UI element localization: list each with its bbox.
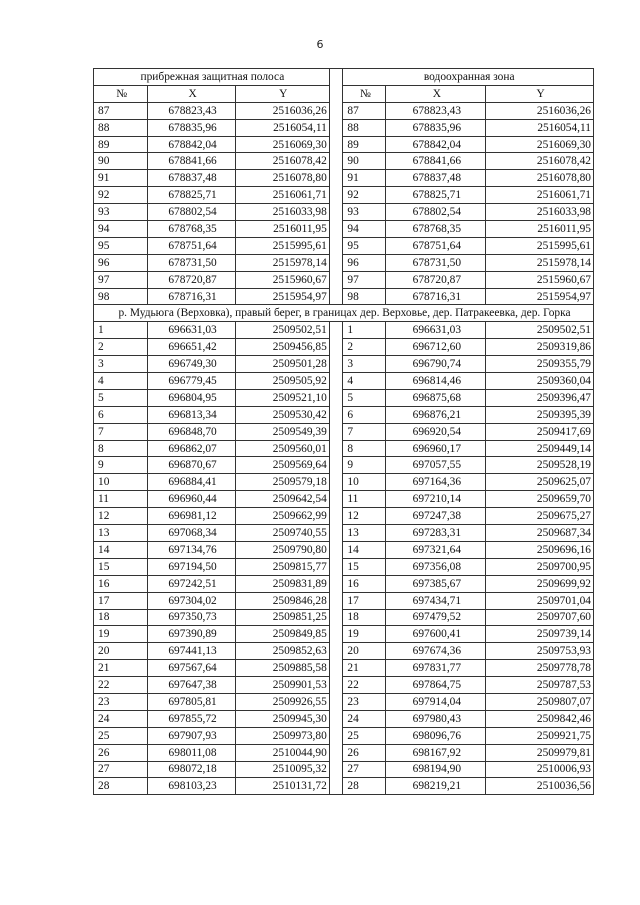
right-point-number: 18 [343, 609, 386, 626]
left-y-value: 2509521,10 [235, 389, 329, 406]
left-x-value: 678768,35 [148, 221, 235, 238]
right-x-value: 697479,52 [386, 609, 486, 626]
left-x-value: 678716,31 [148, 288, 235, 305]
right-y-value: 2516078,42 [486, 153, 594, 170]
left-y-value: 2509846,28 [235, 592, 329, 609]
table-row [94, 339, 594, 356]
right-point-number: 3 [343, 356, 386, 373]
right-y-value: 2516069,30 [486, 136, 594, 153]
right-y-value: 2509753,93 [486, 643, 594, 660]
left-x-value: 696651,42 [148, 339, 235, 356]
table-row [94, 592, 594, 609]
left-x-value: 678720,87 [148, 271, 235, 288]
right-y-value: 2516078,80 [486, 170, 594, 187]
table-row [94, 474, 594, 491]
left-y-value: 2509560,01 [235, 440, 329, 457]
right-x-value: 697980,43 [386, 710, 486, 727]
right-x-value: 678751,64 [386, 237, 486, 254]
table-row [94, 778, 594, 795]
left-col-y-header: Y [235, 85, 329, 102]
table-row [94, 204, 594, 221]
left-col-x-header: X [148, 85, 235, 102]
left-x-value: 696631,03 [148, 322, 235, 339]
table-row [94, 356, 594, 373]
left-point-number: 17 [94, 592, 148, 609]
page-number: 6 [316, 38, 324, 51]
left-x-value: 696848,70 [148, 423, 235, 440]
table-row [94, 660, 594, 677]
right-point-number: 5 [343, 389, 386, 406]
left-point-number: 89 [94, 136, 148, 153]
right-point-number: 13 [343, 525, 386, 542]
left-x-value: 696884,41 [148, 474, 235, 491]
right-y-value: 2516054,11 [486, 119, 594, 136]
right-col-x-header: X [386, 85, 486, 102]
left-point-number: 14 [94, 541, 148, 558]
left-x-value: 697855,72 [148, 710, 235, 727]
left-x-value: 696804,95 [148, 389, 235, 406]
table-row [94, 221, 594, 238]
table-row [94, 440, 594, 457]
left-x-value: 697567,64 [148, 660, 235, 677]
right-point-number: 7 [343, 423, 386, 440]
right-x-value: 697356,08 [386, 558, 486, 575]
left-x-value: 698011,08 [148, 744, 235, 761]
right-x-value: 697385,67 [386, 575, 486, 592]
right-x-value: 696960,17 [386, 440, 486, 457]
left-point-number: 90 [94, 153, 148, 170]
right-point-number: 28 [343, 778, 386, 795]
left-group-header: прибрежная защитная полоса [94, 69, 330, 86]
left-point-number: 28 [94, 778, 148, 795]
left-x-value: 678823,43 [148, 102, 235, 119]
right-y-value: 2509659,70 [486, 491, 594, 508]
table-row [94, 744, 594, 761]
right-x-value: 697831,77 [386, 660, 486, 677]
right-point-number: 9 [343, 457, 386, 474]
left-x-value: 698072,18 [148, 761, 235, 778]
section-title-row [94, 305, 594, 322]
right-point-number: 19 [343, 626, 386, 643]
left-point-number: 94 [94, 221, 148, 238]
left-x-value: 678825,71 [148, 187, 235, 204]
left-y-value: 2509790,80 [235, 541, 329, 558]
left-y-value: 2509549,39 [235, 423, 329, 440]
right-x-value: 698219,21 [386, 778, 486, 795]
right-y-value: 2509807,07 [486, 693, 594, 710]
left-x-value: 697907,93 [148, 727, 235, 744]
right-y-value: 2510006,93 [486, 761, 594, 778]
right-x-value: 696712,60 [386, 339, 486, 356]
left-x-value: 678837,48 [148, 170, 235, 187]
right-point-number: 88 [343, 119, 386, 136]
table-row [94, 288, 594, 305]
right-y-value: 2509979,81 [486, 744, 594, 761]
right-y-value: 2509417,69 [486, 423, 594, 440]
table-row [94, 609, 594, 626]
right-y-value: 2509842,46 [486, 710, 594, 727]
right-y-value: 2509787,53 [486, 677, 594, 694]
right-x-value: 696875,68 [386, 389, 486, 406]
left-point-number: 3 [94, 356, 148, 373]
left-y-value: 2509851,25 [235, 609, 329, 626]
left-x-value: 678841,66 [148, 153, 235, 170]
right-point-number: 25 [343, 727, 386, 744]
left-x-value: 697242,51 [148, 575, 235, 592]
left-point-number: 19 [94, 626, 148, 643]
left-y-value: 2509973,80 [235, 727, 329, 744]
table-row [94, 727, 594, 744]
left-y-value: 2509501,28 [235, 356, 329, 373]
left-y-value: 2509505,92 [235, 373, 329, 390]
left-y-value: 2509662,99 [235, 508, 329, 525]
left-x-value: 696862,07 [148, 440, 235, 457]
right-y-value: 2509701,04 [486, 592, 594, 609]
left-point-number: 26 [94, 744, 148, 761]
right-y-value: 2516061,71 [486, 187, 594, 204]
right-point-number: 24 [343, 710, 386, 727]
right-y-value: 2509625,07 [486, 474, 594, 491]
left-x-value: 697194,50 [148, 558, 235, 575]
right-y-value: 2509739,14 [486, 626, 594, 643]
right-point-number: 2 [343, 339, 386, 356]
right-x-value: 697864,75 [386, 677, 486, 694]
right-x-value: 678837,48 [386, 170, 486, 187]
left-y-value: 2516078,80 [235, 170, 329, 187]
right-x-value: 678731,50 [386, 254, 486, 271]
right-y-value: 2515995,61 [486, 237, 594, 254]
left-point-number: 4 [94, 373, 148, 390]
left-point-number: 91 [94, 170, 148, 187]
left-point-number: 5 [94, 389, 148, 406]
table-row [94, 237, 594, 254]
table-row [94, 187, 594, 204]
left-point-number: 87 [94, 102, 148, 119]
left-col-no-header: № [94, 85, 148, 102]
right-x-value: 697434,71 [386, 592, 486, 609]
left-y-value: 2516011,95 [235, 221, 329, 238]
right-point-number: 12 [343, 508, 386, 525]
left-y-value: 2515995,61 [235, 237, 329, 254]
left-point-number: 13 [94, 525, 148, 542]
right-x-value: 678842,04 [386, 136, 486, 153]
right-x-value: 696790,74 [386, 356, 486, 373]
right-y-value: 2509778,78 [486, 660, 594, 677]
right-y-value: 2509700,95 [486, 558, 594, 575]
right-point-number: 23 [343, 693, 386, 710]
right-point-number: 97 [343, 271, 386, 288]
right-x-value: 678720,87 [386, 271, 486, 288]
left-x-value: 696749,30 [148, 356, 235, 373]
right-point-number: 21 [343, 660, 386, 677]
left-x-value: 696870,67 [148, 457, 235, 474]
left-x-value: 697647,38 [148, 677, 235, 694]
table-row [94, 457, 594, 474]
table-row [94, 153, 594, 170]
right-point-number: 89 [343, 136, 386, 153]
right-point-number: 1 [343, 322, 386, 339]
right-point-number: 98 [343, 288, 386, 305]
left-x-value: 698103,23 [148, 778, 235, 795]
right-x-value: 697164,36 [386, 474, 486, 491]
table-row [94, 525, 594, 542]
left-point-number: 92 [94, 187, 148, 204]
table-row [94, 491, 594, 508]
table-row [94, 541, 594, 558]
right-point-number: 4 [343, 373, 386, 390]
left-y-value: 2516078,42 [235, 153, 329, 170]
left-y-value: 2509849,85 [235, 626, 329, 643]
right-point-number: 93 [343, 204, 386, 221]
right-x-value: 678716,31 [386, 288, 486, 305]
left-point-number: 15 [94, 558, 148, 575]
right-y-value: 2509675,27 [486, 508, 594, 525]
group-header-row [94, 69, 594, 86]
right-point-number: 95 [343, 237, 386, 254]
left-point-number: 10 [94, 474, 148, 491]
left-y-value: 2509530,42 [235, 406, 329, 423]
left-y-value: 2516033,98 [235, 204, 329, 221]
left-x-value: 696779,45 [148, 373, 235, 390]
right-x-value: 697057,55 [386, 457, 486, 474]
right-point-number: 87 [343, 102, 386, 119]
right-x-value: 697321,64 [386, 541, 486, 558]
left-point-number: 98 [94, 288, 148, 305]
table-row [94, 508, 594, 525]
right-y-value: 2515960,67 [486, 271, 594, 288]
left-x-value: 678802,54 [148, 204, 235, 221]
right-y-value: 2509355,79 [486, 356, 594, 373]
right-x-value: 678825,71 [386, 187, 486, 204]
left-point-number: 9 [94, 457, 148, 474]
left-x-value: 678751,64 [148, 237, 235, 254]
left-point-number: 6 [94, 406, 148, 423]
right-y-value: 2509360,04 [486, 373, 594, 390]
left-point-number: 95 [94, 237, 148, 254]
right-x-value: 678802,54 [386, 204, 486, 221]
right-y-value: 2515978,14 [486, 254, 594, 271]
left-point-number: 2 [94, 339, 148, 356]
table-row [94, 136, 594, 153]
right-y-value: 2509449,14 [486, 440, 594, 457]
column-header-row [94, 85, 594, 102]
left-y-value: 2509831,89 [235, 575, 329, 592]
left-point-number: 24 [94, 710, 148, 727]
right-point-number: 96 [343, 254, 386, 271]
right-point-number: 17 [343, 592, 386, 609]
right-y-value: 2509396,47 [486, 389, 594, 406]
left-y-value: 2510131,72 [235, 778, 329, 795]
right-group-header: водоохранная зона [343, 69, 594, 86]
table-row [94, 271, 594, 288]
right-x-value: 678823,43 [386, 102, 486, 119]
table-row [94, 322, 594, 339]
left-point-number: 1 [94, 322, 148, 339]
left-y-value: 2509569,64 [235, 457, 329, 474]
right-x-value: 678835,96 [386, 119, 486, 136]
table-row [94, 254, 594, 271]
right-x-value: 697247,38 [386, 508, 486, 525]
left-y-value: 2516036,26 [235, 102, 329, 119]
right-x-value: 698194,90 [386, 761, 486, 778]
right-x-value: 696920,54 [386, 423, 486, 440]
right-y-value: 2509921,75 [486, 727, 594, 744]
table-row [94, 643, 594, 660]
left-point-number: 22 [94, 677, 148, 694]
left-point-number: 21 [94, 660, 148, 677]
right-y-value: 2515954,97 [486, 288, 594, 305]
left-y-value: 2509885,58 [235, 660, 329, 677]
right-y-value: 2509699,92 [486, 575, 594, 592]
left-y-value: 2509852,63 [235, 643, 329, 660]
right-x-value: 697600,41 [386, 626, 486, 643]
left-point-number: 8 [94, 440, 148, 457]
coordinates-table [93, 68, 594, 795]
right-y-value: 2509319,86 [486, 339, 594, 356]
left-point-number: 23 [94, 693, 148, 710]
left-y-value: 2509815,77 [235, 558, 329, 575]
right-x-value: 698096,76 [386, 727, 486, 744]
right-y-value: 2509502,51 [486, 322, 594, 339]
left-x-value: 697441,13 [148, 643, 235, 660]
left-x-value: 678842,04 [148, 136, 235, 153]
right-y-value: 2510036,56 [486, 778, 594, 795]
left-y-value: 2509502,51 [235, 322, 329, 339]
left-y-value: 2510095,32 [235, 761, 329, 778]
left-y-value: 2509456,85 [235, 339, 329, 356]
table-row [94, 575, 594, 592]
right-col-y-header: Y [486, 85, 594, 102]
right-y-value: 2509395,39 [486, 406, 594, 423]
left-y-value: 2515954,97 [235, 288, 329, 305]
table-row [94, 119, 594, 136]
left-x-value: 697304,02 [148, 592, 235, 609]
left-y-value: 2516061,71 [235, 187, 329, 204]
right-x-value: 697210,14 [386, 491, 486, 508]
right-y-value: 2509696,16 [486, 541, 594, 558]
left-x-value: 697390,89 [148, 626, 235, 643]
left-point-number: 93 [94, 204, 148, 221]
left-point-number: 12 [94, 508, 148, 525]
table-row [94, 373, 594, 390]
right-x-value: 698167,92 [386, 744, 486, 761]
column-gap [329, 322, 343, 795]
section-title: р. Мудьюга (Верховка), правый берег, в границах дер. Верховье, дер. Патракеевка, дер. Горка [94, 305, 594, 322]
right-x-value: 696631,03 [386, 322, 486, 339]
table-row [94, 710, 594, 727]
table-row [94, 389, 594, 406]
table-row [94, 558, 594, 575]
right-point-number: 20 [343, 643, 386, 660]
right-point-number: 14 [343, 541, 386, 558]
table-row [94, 693, 594, 710]
right-y-value: 2509707,60 [486, 609, 594, 626]
right-point-number: 94 [343, 221, 386, 238]
left-x-value: 697805,81 [148, 693, 235, 710]
table-row [94, 761, 594, 778]
left-point-number: 20 [94, 643, 148, 660]
right-x-value: 696876,21 [386, 406, 486, 423]
right-point-number: 10 [343, 474, 386, 491]
table-row [94, 626, 594, 643]
right-x-value: 697674,36 [386, 643, 486, 660]
left-x-value: 697068,34 [148, 525, 235, 542]
right-y-value: 2509528,19 [486, 457, 594, 474]
left-y-value: 2515960,67 [235, 271, 329, 288]
right-point-number: 15 [343, 558, 386, 575]
left-y-value: 2509642,54 [235, 491, 329, 508]
left-y-value: 2515978,14 [235, 254, 329, 271]
left-point-number: 88 [94, 119, 148, 136]
right-point-number: 8 [343, 440, 386, 457]
left-point-number: 96 [94, 254, 148, 271]
column-gap [329, 69, 343, 305]
right-x-value: 697914,04 [386, 693, 486, 710]
left-point-number: 97 [94, 271, 148, 288]
left-point-number: 11 [94, 491, 148, 508]
right-point-number: 22 [343, 677, 386, 694]
left-x-value: 696981,12 [148, 508, 235, 525]
left-y-value: 2516069,30 [235, 136, 329, 153]
left-y-value: 2509926,55 [235, 693, 329, 710]
left-x-value: 678731,50 [148, 254, 235, 271]
left-x-value: 678835,96 [148, 119, 235, 136]
right-y-value: 2509687,34 [486, 525, 594, 542]
right-point-number: 90 [343, 153, 386, 170]
left-y-value: 2510044,90 [235, 744, 329, 761]
left-point-number: 18 [94, 609, 148, 626]
right-point-number: 16 [343, 575, 386, 592]
right-y-value: 2516033,98 [486, 204, 594, 221]
right-point-number: 26 [343, 744, 386, 761]
table-row [94, 423, 594, 440]
left-x-value: 696813,34 [148, 406, 235, 423]
right-x-value: 696814,46 [386, 373, 486, 390]
left-x-value: 697350,73 [148, 609, 235, 626]
right-x-value: 697283,31 [386, 525, 486, 542]
right-point-number: 6 [343, 406, 386, 423]
right-y-value: 2516011,95 [486, 221, 594, 238]
table-row [94, 677, 594, 694]
right-col-no-header: № [343, 85, 386, 102]
table-row [94, 170, 594, 187]
right-point-number: 91 [343, 170, 386, 187]
left-x-value: 697134,76 [148, 541, 235, 558]
right-point-number: 92 [343, 187, 386, 204]
right-point-number: 11 [343, 491, 386, 508]
right-point-number: 27 [343, 761, 386, 778]
left-point-number: 25 [94, 727, 148, 744]
left-x-value: 696960,44 [148, 491, 235, 508]
table-row [94, 406, 594, 423]
left-point-number: 16 [94, 575, 148, 592]
right-x-value: 678841,66 [386, 153, 486, 170]
left-point-number: 7 [94, 423, 148, 440]
right-y-value: 2516036,26 [486, 102, 594, 119]
left-y-value: 2509740,55 [235, 525, 329, 542]
left-y-value: 2509945,30 [235, 710, 329, 727]
left-y-value: 2516054,11 [235, 119, 329, 136]
left-y-value: 2509579,18 [235, 474, 329, 491]
right-x-value: 678768,35 [386, 221, 486, 238]
table-row [94, 102, 594, 119]
left-y-value: 2509901,53 [235, 677, 329, 694]
left-point-number: 27 [94, 761, 148, 778]
